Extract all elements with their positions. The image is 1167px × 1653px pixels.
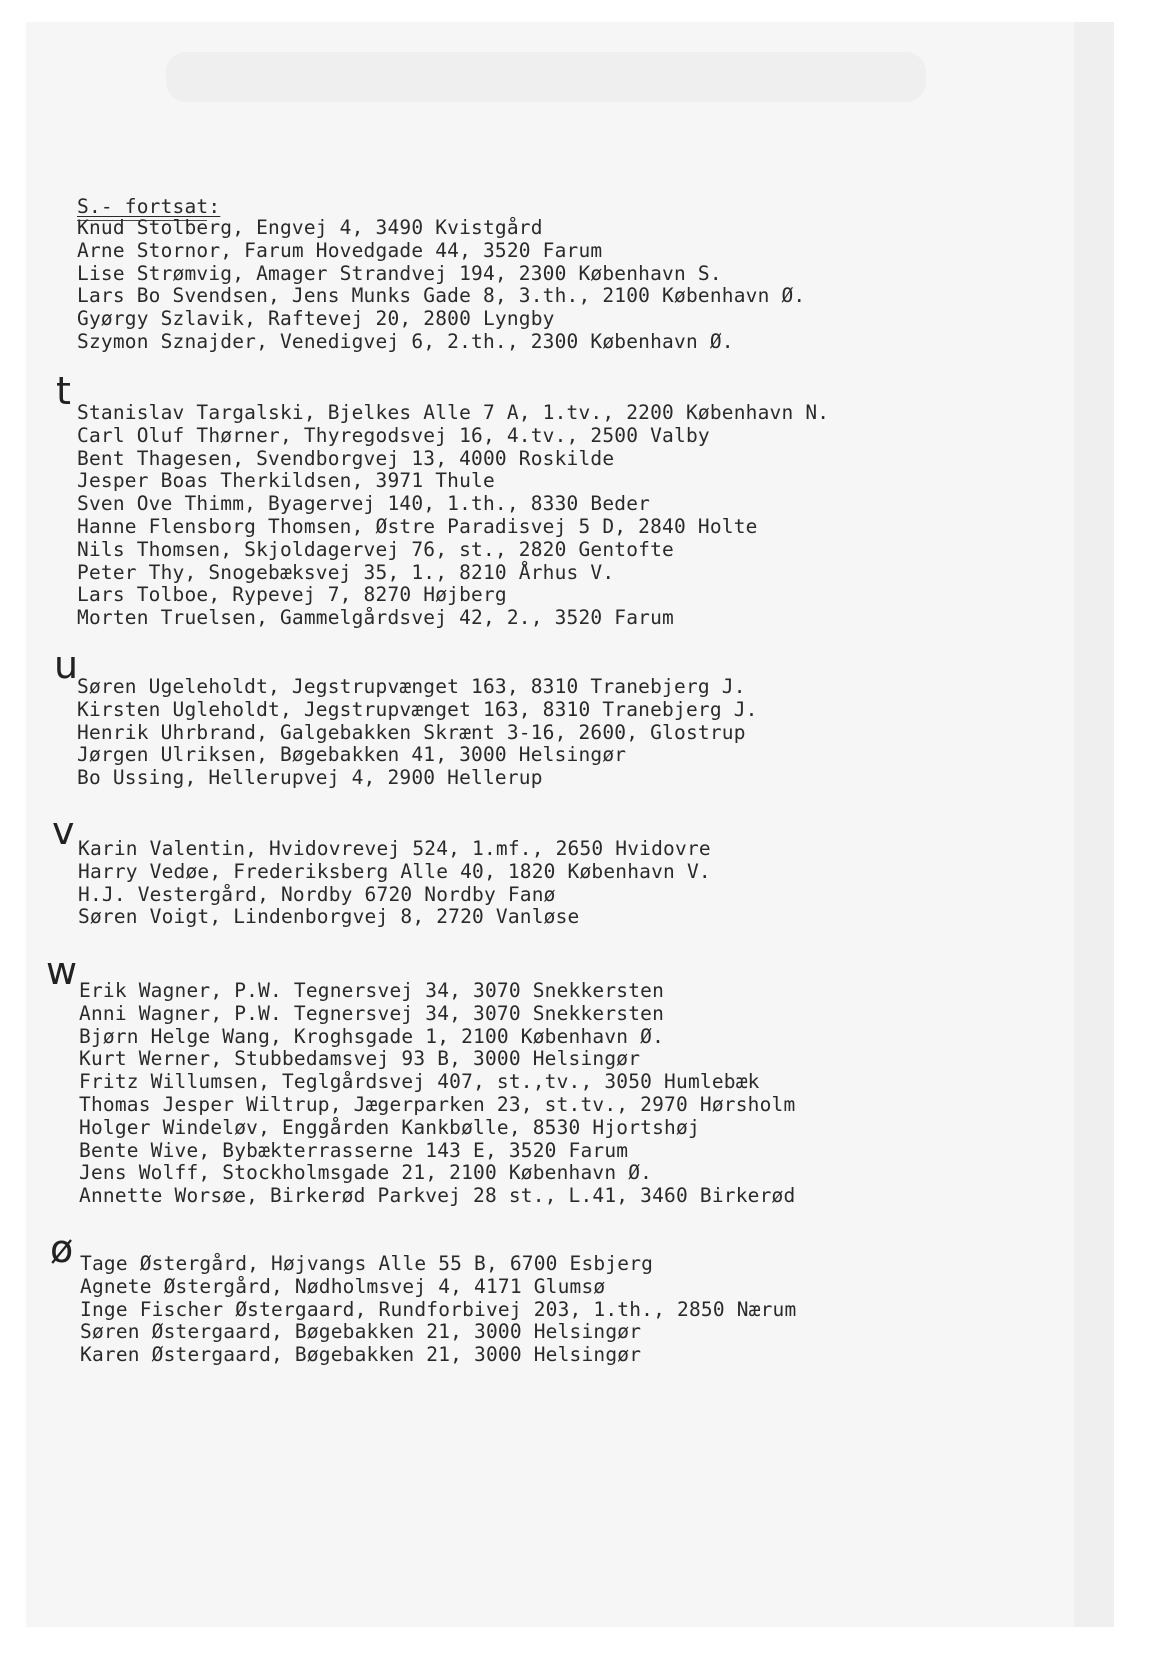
list-item: Tage Østergård, Højvangs Alle 55 B, 6700 Esbjerg	[80, 1252, 654, 1275]
list-item: Jørgen Ulriksen, Bøgebakken 41, 3000 Helsingør	[77, 743, 627, 767]
section-s-list	[77, 217, 805, 354]
list-item: Hanne Flensborg Thomsen, Østre Paradisvej 5 D, 2840 Holte	[77, 514, 758, 538]
list-item: Søren Ugeleholdt, Jegstrupvænget 163, 8310 Tranebjerg J.	[77, 675, 746, 698]
list-item: Søren Voigt, Lindenborgvej 8, 2720 Vanløse	[78, 905, 580, 929]
section-t-list	[77, 402, 829, 630]
list-item: Lars Bo Svendsen, Jens Munks Gade 8, 3.th., 2100 København Ø.	[77, 284, 806, 308]
section-letter-oe: ø	[50, 1227, 74, 1271]
section-letter-t: t	[56, 369, 71, 413]
list-item: Holger Windeløv, Enggården Kankbølle, 8530 Hjortshøj	[79, 1115, 700, 1139]
list-item: Karen Østergaard, Bøgebakken 21, 3000 Helsingør	[80, 1343, 642, 1367]
list-item: Søren Østergaard, Bøgebakken 21, 3000 Helsingør	[80, 1320, 642, 1344]
list-item: Bo Ussing, Hellerupvej 4, 2900 Hellerup	[77, 766, 543, 790]
list-item: Bent Thagesen, Svendborgvej 13, 4000 Roskilde	[77, 446, 615, 470]
list-item: Kurt Werner, Stubbedamsvej 93 B, 3000 Helsingør	[79, 1047, 641, 1071]
section-letter-w: w	[46, 949, 78, 993]
list-item: Anni Wagner, P.W. Tegnersvej 34, 3070 Snekkersten	[79, 1001, 665, 1025]
list-item: Carl Oluf Thørner, Thyregodsvej 16, 4.tv., 2500 Valby	[77, 423, 710, 447]
continued-heading: S.- fortsat:	[77, 195, 221, 218]
list-item: Agnete Østergård, Nødholmsvej 4, 4171 Glumsø	[80, 1274, 606, 1298]
list-item: Lars Tolboe, Rypevej 7, 8270 Højberg	[77, 583, 507, 607]
list-item: Harry Vedøe, Frederiksberg Alle 40, 1820 København V.	[78, 859, 711, 883]
list-item: Fritz Willumsen, Teglgårdsvej 407, st.,tv., 3050 Humlebæk	[79, 1070, 760, 1094]
scan-smudge	[166, 52, 926, 102]
list-item: Inge Fischer Østergaard, Rundforbivej 203, 1.th., 2850 Nærum	[80, 1297, 797, 1321]
list-item: Erik Wagner, P.W. Tegnersvej 34, 3070 Snekkersten	[79, 979, 665, 1002]
list-item: Annette Worsøe, Birkerød Parkvej 28 st., L.41, 3460 Birkerød	[79, 1184, 796, 1208]
list-item: Henrik Uhrbrand, Galgebakken Skrænt 3-16, 2600, Glostrup	[77, 720, 746, 744]
list-item: H.J. Vestergård, Nordby 6720 Nordby Fanø	[78, 882, 556, 906]
list-item: Peter Thy, Snogebæksvej 35, 1., 8210 Århus V.	[77, 560, 615, 584]
scan-edge-shadow	[1074, 22, 1114, 1627]
list-item: Kirsten Ugleholdt, Jegstrupvænget 163, 8310 Tranebjerg J.	[77, 697, 758, 721]
list-item: Arne Stornor, Farum Hovedgade 44, 3520 Farum	[77, 238, 603, 262]
list-item: Knud Stolberg, Engvej 4, 3490 Kvistgård	[77, 216, 543, 239]
list-item: Morten Truelsen, Gammelgårdsvej 42, 2., 3520 Farum	[77, 606, 674, 630]
section-w-list	[79, 980, 795, 1208]
section-letter-u: u	[54, 643, 79, 687]
list-item: Bente Wive, Bybækterrasserne 143 E, 3520 Farum	[79, 1138, 629, 1162]
section-u-list	[77, 676, 758, 790]
list-item: Lise Strømvig, Amager Strandvej 194, 2300 København S.	[77, 261, 722, 285]
list-item: Nils Thomsen, Skjoldagervej 76, st., 2820 Gentofte	[77, 537, 674, 561]
list-item: Bjørn Helge Wang, Kroghsgade 1, 2100 København Ø.	[79, 1024, 665, 1048]
list-item: Karin Valentin, Hvidovrevej 524, 1.mf., 2650 Hvidovre	[78, 837, 711, 860]
section-letter-v: v	[52, 809, 75, 853]
section-v-list	[78, 838, 711, 929]
list-item: Szymon Sznajder, Venedigvej 6, 2.th., 2300 København Ø.	[77, 329, 734, 353]
list-item: Thomas Jesper Wiltrup, Jægerparken 23, st.tv., 2970 Hørsholm	[79, 1092, 796, 1116]
list-item: Jens Wolff, Stockholmsgade 21, 2100 København Ø.	[79, 1161, 653, 1185]
list-item: Gyørgy Szlavik, Raftevej 20, 2800 Lyngby	[77, 307, 555, 331]
list-item: Stanislav Targalski, Bjelkes Alle 7 A, 1.tv., 2200 København N.	[77, 401, 830, 424]
list-item: Jesper Boas Therkildsen, 3971 Thule	[77, 469, 495, 493]
section-oe-list	[80, 1253, 796, 1367]
list-item: Sven Ove Thimm, Byagervej 140, 1.th., 8330 Beder	[77, 492, 651, 516]
